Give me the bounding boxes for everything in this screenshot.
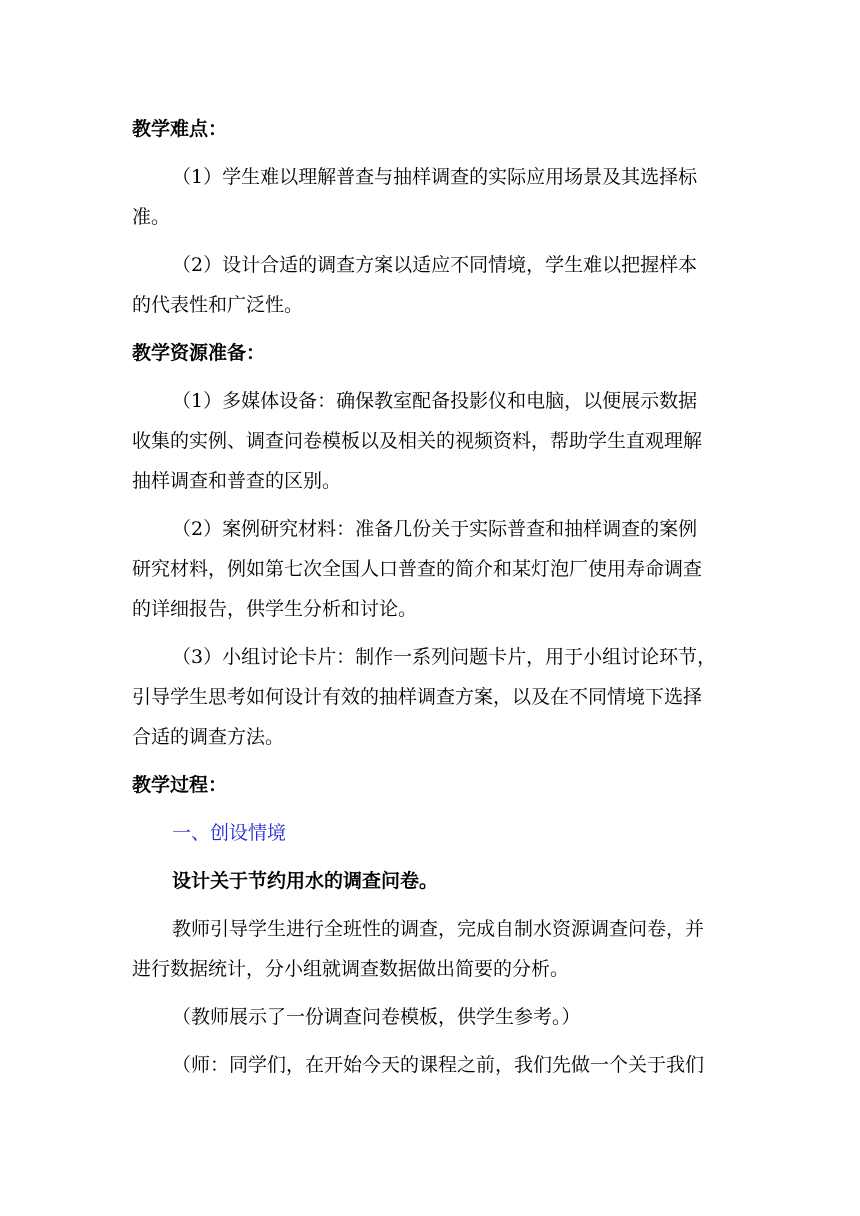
process-heading: 教学过程： — [132, 774, 228, 796]
resource-item-3 — [132, 637, 732, 757]
difficulty-heading: 教学难点： — [132, 118, 228, 140]
paragraph-line: 合适的调查方法。 — [132, 726, 285, 748]
resources-heading: 教学资源准备： — [132, 342, 266, 364]
document-body — [132, 109, 732, 1085]
section-one-title: 一、创设情境 — [172, 822, 287, 844]
teacher-paragraph — [132, 909, 732, 989]
paragraph-line: （3）小组讨论卡片：制作一系列问题卡片，用于小组讨论环节， — [172, 646, 717, 668]
paragraph-line: 的详细报告，供学生分析和讨论。 — [132, 598, 418, 620]
paragraph-line: 收集的实例、调查问卷模板以及相关的视频资料，帮助学生直观理解 — [132, 430, 703, 452]
paragraph-line: 研究材料，例如第七次全国人口普查的简介和某灯泡厂使用寿命调查 — [132, 558, 703, 580]
difficulty-item-1 — [132, 157, 732, 237]
paragraph-line: 抽样调查和普查的区别。 — [132, 470, 342, 492]
teacher-speech: （师：同学们，在开始今天的课程之前，我们先做一个关于我们 — [172, 1054, 705, 1076]
paragraph-line: 准。 — [132, 206, 171, 228]
resource-item-1 — [132, 381, 732, 501]
paragraph-line: （1）多媒体设备：确保教室配备投影仪和电脑，以便展示数据 — [172, 390, 698, 412]
paragraph-line: 的代表性和广泛性。 — [132, 294, 304, 316]
paragraph-line: （2）设计合适的调查方案以适应不同情境，学生难以把握样本 — [172, 254, 698, 276]
paragraph-line: （1）学生难以理解普查与抽样调查的实际应用场景及其选择标 — [172, 166, 698, 188]
template-note: （教师展示了一份调查问卷模板，供学生参考。） — [172, 1006, 581, 1028]
paragraph-line: 进行数据统计，分小组就调查数据做出简要的分析。 — [132, 958, 570, 980]
difficulty-item-2 — [132, 245, 732, 325]
paragraph-line: （2）案例研究材料：准备几份关于实际普查和抽样调查的案例 — [172, 518, 698, 540]
activity-title: 设计关于节约用水的调查问卷。 — [172, 870, 439, 892]
resource-item-2 — [132, 509, 732, 629]
paragraph-line: 教师引导学生进行全班性的调查，完成自制水资源调查问卷，并 — [172, 918, 705, 940]
paragraph-line: 引导学生思考如何设计有效的抽样调查方案，以及在不同情境下选择 — [132, 686, 703, 708]
